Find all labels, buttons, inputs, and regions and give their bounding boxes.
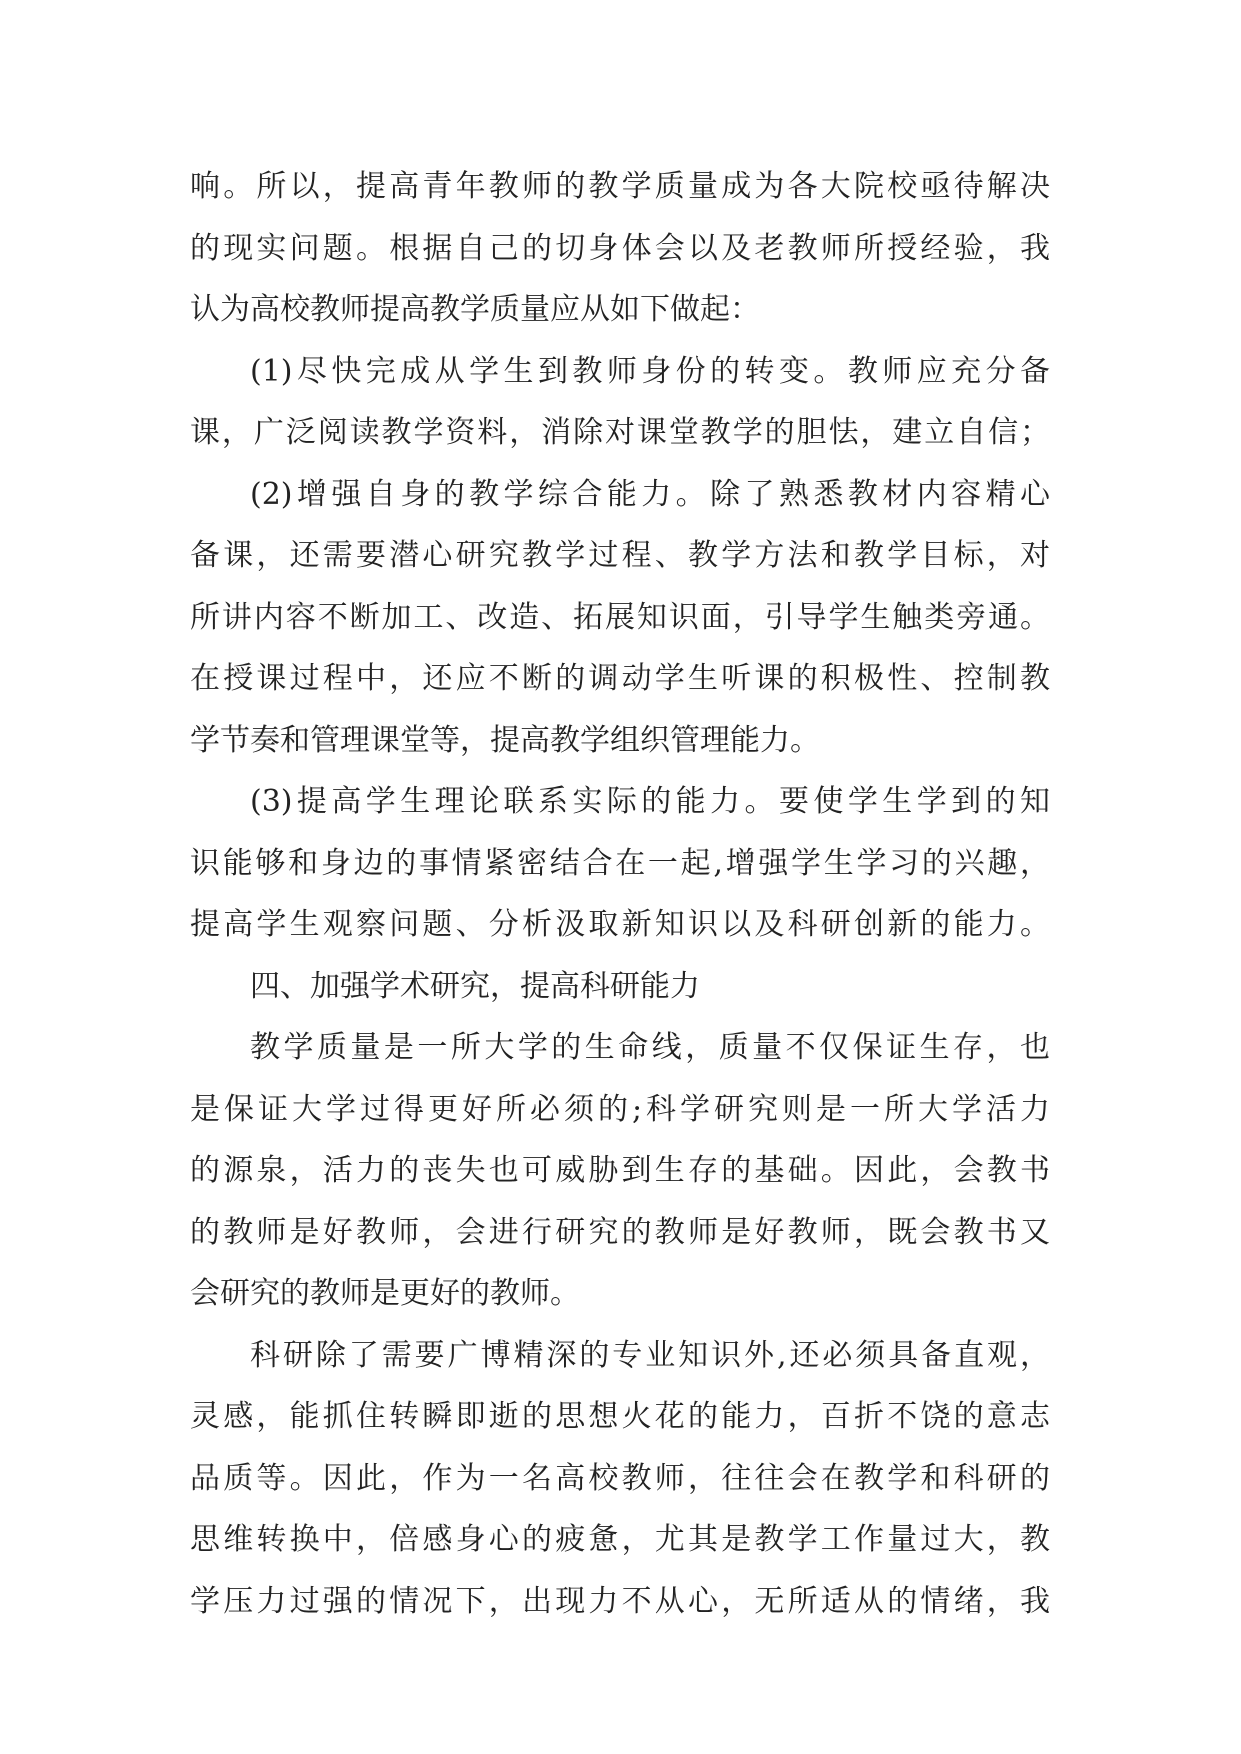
text-line-1: 响。所以，提高青年教师的教学质量成为各大院校亟待解决 (190, 169, 1050, 204)
text-line-6: (2)增强自身的教学综合能力。除了熟悉教材内容精心 (250, 477, 1050, 512)
text-line-12: 识能够和身边的事情紧密结合在一起,增强学生学习的兴趣， (190, 846, 1050, 881)
text-line-4: (1)尽快完成从学生到教师身份的转变。教师应充分备 (250, 354, 1050, 389)
text-line-5: 课，广泛阅读教学资料，消除对课堂教学的胆怯，建立自信； (190, 415, 1050, 450)
text-line-17: 的源泉，活力的丧失也可威胁到生存的基础。因此，会教书 (190, 1153, 1050, 1188)
text-line-3: 认为高校教师提高教学质量应从如下做起： (190, 292, 760, 327)
section-heading: 四、加强学术研究，提高科研能力 (250, 969, 700, 1004)
text-line-8: 所讲内容不断加工、改造、拓展知识面，引导学生触类旁通。 (190, 600, 1050, 635)
text-line-11: (3)提高学生理论联系实际的能力。要使学生学到的知 (250, 784, 1050, 819)
text-line-20: 科研除了需要广博精深的专业知识外,还必须具备直观， (250, 1338, 1050, 1373)
text-line-18: 的教师是好教师，会进行研究的教师是好教师，既会教书又 (190, 1215, 1050, 1250)
text-line-19: 会研究的教师是更好的教师。 (190, 1276, 580, 1311)
text-line-21: 灵感，能抓住转瞬即逝的思想火花的能力，百折不饶的意志 (190, 1399, 1050, 1434)
text-line-13: 提高学生观察问题、分析汲取新知识以及科研创新的能力。 (190, 907, 1050, 942)
text-line-7: 备课，还需要潜心研究教学过程、教学方法和教学目标，对 (190, 538, 1050, 573)
text-line-2: 的现实问题。根据自己的切身体会以及老教师所授经验，我 (190, 231, 1050, 266)
text-line-15: 教学质量是一所大学的生命线，质量不仅保证生存，也 (250, 1030, 1050, 1065)
text-line-9: 在授课过程中，还应不断的调动学生听课的积极性、控制教 (190, 661, 1050, 696)
text-line-16: 是保证大学过得更好所必须的;科学研究则是一所大学活力 (190, 1092, 1050, 1127)
text-line-10: 学节奏和管理课堂等，提高教学组织管理能力。 (190, 723, 820, 758)
text-line-24: 学压力过强的情况下，出现力不从心，无所适从的情绪，我 (190, 1584, 1050, 1619)
text-line-22: 品质等。因此，作为一名高校教师，往往会在教学和科研的 (190, 1461, 1050, 1496)
text-line-23: 思维转换中，倍感身心的疲惫，尤其是教学工作量过大，教 (190, 1522, 1050, 1557)
